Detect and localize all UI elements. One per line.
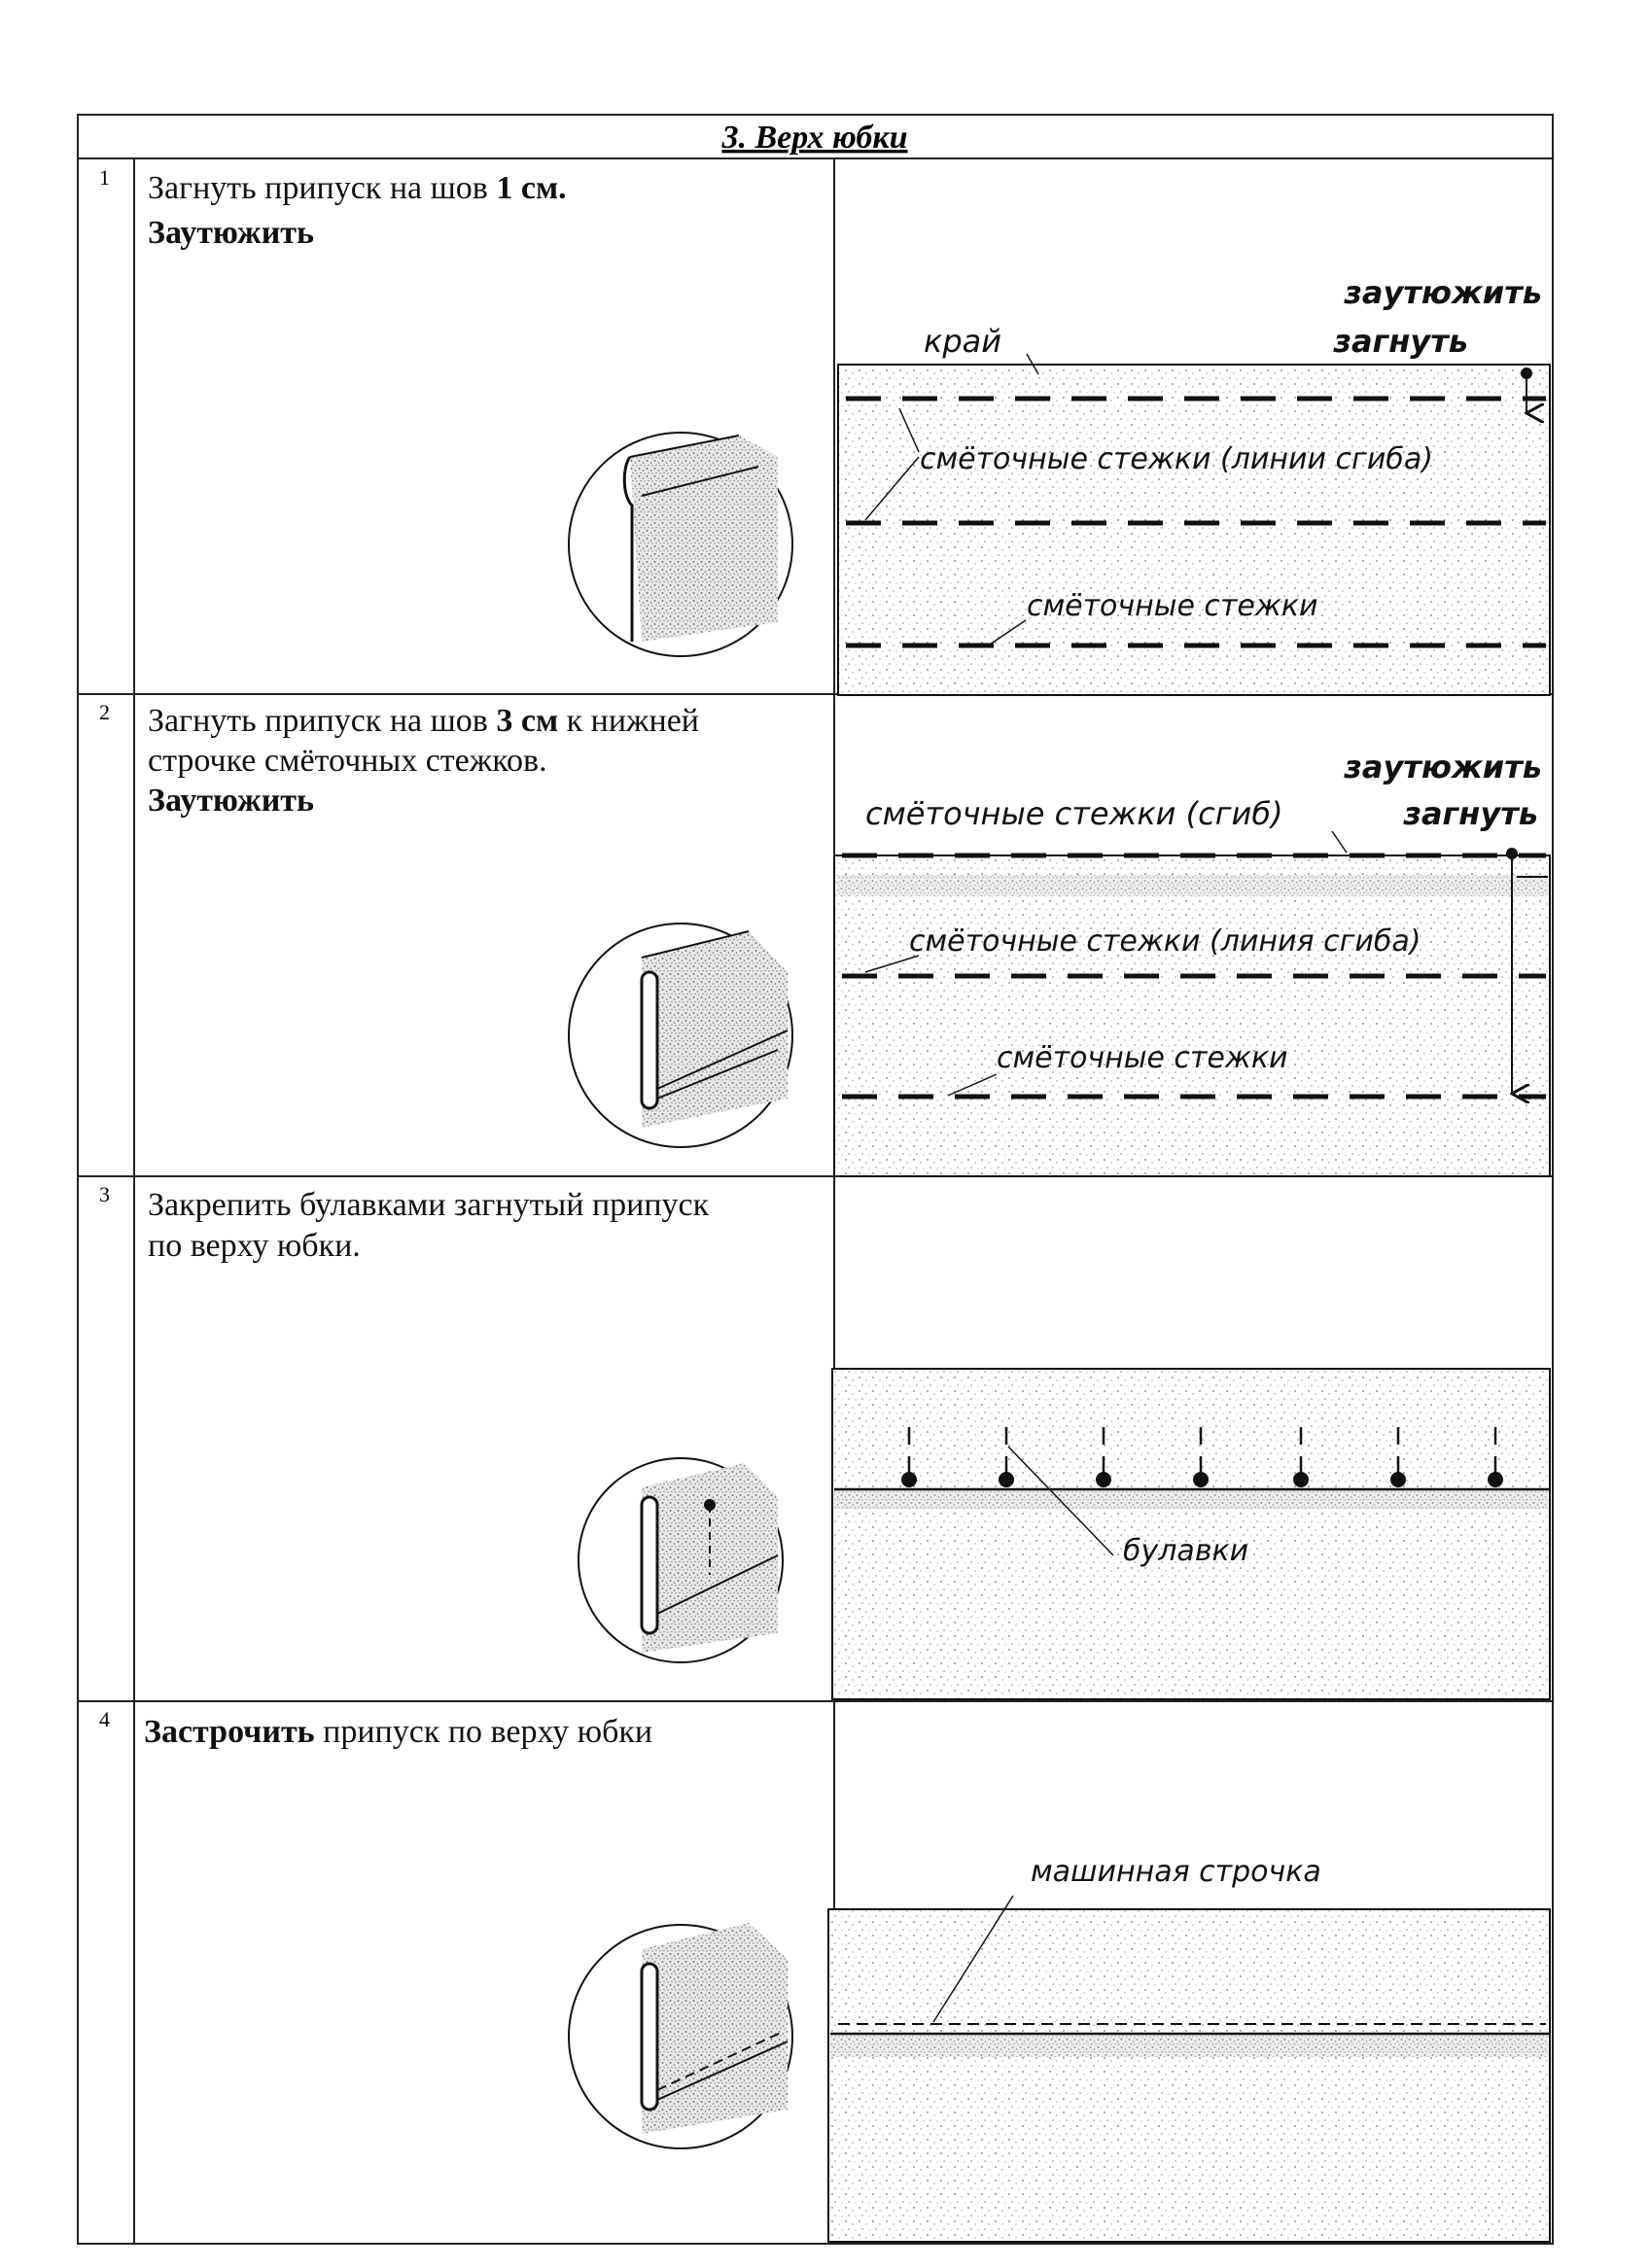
fold-illustration-3 bbox=[579, 1458, 783, 1662]
svg-text:Загнуть припуск на шов 3 см к bbox=[148, 703, 699, 739]
row-number-3: 3 bbox=[99, 1182, 110, 1206]
row-4-text: припуск по верху юбки bbox=[314, 1714, 653, 1750]
fold-illustration-1 bbox=[569, 433, 792, 656]
row-2-label-stitches: смёточные стежки bbox=[997, 1041, 1288, 1075]
row-4-instruction bbox=[144, 1714, 652, 1750]
row-1-label-press: заутюжить bbox=[1344, 274, 1542, 311]
row-1-diagram bbox=[838, 274, 1550, 695]
row-1-label-fold-lines: смёточные стежки (линии сгиба) bbox=[920, 442, 1433, 476]
row-2-label-press: заутюжить bbox=[1344, 749, 1542, 785]
row-1-label-fold: загнуть bbox=[1333, 323, 1468, 360]
row-2-diagram bbox=[834, 749, 1550, 1176]
row-2-press: Заутюжить bbox=[148, 783, 314, 819]
row-3-label-pins: булавки bbox=[1123, 1534, 1249, 1568]
row-4-label-machine-stitch: машинная строчка bbox=[1031, 1855, 1321, 1889]
row-2-label-fold: загнуть bbox=[1403, 795, 1538, 832]
row-1-bold: 1 см. bbox=[496, 170, 567, 206]
row-1-instruction bbox=[148, 170, 567, 251]
fold-illustration-4 bbox=[569, 1923, 792, 2148]
svg-text:Загнуть припуск на шов 1 см. bbox=[148, 170, 567, 206]
row-2-bold: 3 см bbox=[496, 703, 559, 739]
row-1-text: Загнуть припуск на шов bbox=[148, 170, 497, 206]
row-1-label-stitches: смёточные стежки bbox=[1027, 589, 1318, 623]
row-2-text-rest: к нижней bbox=[558, 703, 699, 739]
row-2-label-stitches-fold: смёточные стежки (сгиб) bbox=[865, 795, 1283, 832]
row-2-text: Загнуть припуск на шов bbox=[148, 703, 497, 739]
section-title: 3. Верх юбки bbox=[721, 120, 908, 156]
row-3-text-line2: по верху юбки. bbox=[148, 1228, 361, 1264]
row-number-2: 2 bbox=[99, 700, 110, 724]
row-1-label-edge: край bbox=[924, 323, 1002, 360]
row-2-instruction bbox=[148, 703, 699, 819]
row-3-instruction bbox=[148, 1187, 710, 1264]
row-number-4: 4 bbox=[99, 1707, 110, 1731]
row-1-press: Заутюжить bbox=[148, 215, 314, 251]
row-3-diagram bbox=[832, 1369, 1550, 1699]
fold-illustration-2 bbox=[569, 924, 792, 1147]
row-2-text-line2: строчке смёточных стежков. bbox=[148, 743, 547, 779]
row-4-bold: Застрочить bbox=[144, 1714, 315, 1750]
row-2-label-fold-line: смёточные стежки (линия сгиба) bbox=[909, 925, 1421, 959]
row-3-text: Закрепить булавками загнутый припуск bbox=[148, 1187, 710, 1223]
row-number-1: 1 bbox=[99, 165, 110, 190]
svg-text:Застрочить припуск по верху юб bbox=[144, 1714, 652, 1750]
row-4-diagram bbox=[828, 1855, 1550, 2242]
